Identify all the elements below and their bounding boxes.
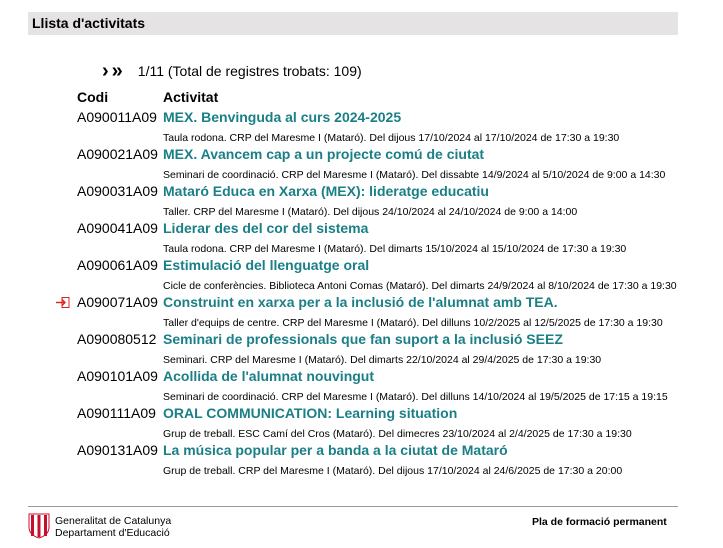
- activity-code: A090111A09: [77, 405, 156, 421]
- activity-description: Taller. CRP del Maresme I (Mataró). Del dijous 24/10/2024 al 24/10/2024 de 9:00 a 14:00: [163, 206, 578, 218]
- activity-description: Taller d'equips de centre. CRP del Maresme I (Mataró). Del dilluns 10/2/2025 al 12/5/2025 de 17:30 a 19:30: [163, 317, 663, 329]
- enter-arrow-icon: [56, 297, 70, 308]
- activity-description: Seminari de coordinació. CRP del Maresme I (Mataró). Del dissabte 14/9/2024 al 5/10/2024 de 9:00 a 14:30: [163, 169, 666, 181]
- column-header-activitat: Activitat: [163, 89, 219, 105]
- next-page-icon[interactable]: ›: [102, 60, 108, 82]
- activity-description: Taula rodona. CRP del Maresme I (Mataró). Del dijous 17/10/2024 al 17/10/2024 de 17:30 a 19:30: [163, 132, 620, 144]
- pager-info: 1/11 (Total de registres trobats: 109): [137, 63, 362, 79]
- activity-title-link[interactable]: Liderar des del cor del sistema: [163, 220, 369, 236]
- activity-code: A090080512: [77, 331, 157, 347]
- activity-title-link[interactable]: Seminari de professionals que fan suport a la inclusió SEEZ: [163, 331, 563, 347]
- activity-code: A090031A09: [77, 183, 158, 199]
- activity-code: A090101A09: [77, 368, 158, 384]
- last-page-icon[interactable]: »: [111, 60, 122, 82]
- activity-description: Taula rodona. CRP del Maresme I (Mataró). Del dimarts 15/10/2024 al 15/10/2024 de 17:30 a 19:30: [163, 243, 627, 255]
- table-row: [0, 219, 723, 256]
- table-row: [0, 145, 723, 182]
- page-title: Llista d'activitats: [28, 12, 678, 35]
- org-name: [55, 515, 171, 539]
- activity-title-link[interactable]: Acollida de l'alumnat nouvingut: [163, 368, 375, 384]
- activity-title-link[interactable]: MEX. Avancem cap a un projecte comú de ciutat: [163, 146, 485, 162]
- activity-description: Cicle de conferències. Biblioteca Antoni Comas (Mataró). Del dimarts 24/9/2024 al 8/10/2024 de 17:30 a 19:30: [163, 280, 677, 292]
- activity-description: Grup de treball. ESC Camí del Cros (Mataró). Del dimecres 23/10/2024 al 2/4/2025 de 17:30 a 19:30: [163, 428, 632, 440]
- table-row: [0, 256, 723, 293]
- activity-title-link[interactable]: ORAL COMMUNICATION: Learning situation: [163, 405, 458, 421]
- activity-title-link[interactable]: Construint en xarxa per a la inclusió de l'alumnat amb TEA.: [163, 294, 558, 310]
- table-row: [0, 108, 723, 145]
- activity-title-link[interactable]: MEX. Benvinguda al curs 2024-2025: [163, 109, 402, 125]
- footer-divider: [28, 506, 678, 507]
- table-row: [0, 330, 723, 367]
- column-header-codi: Codi: [77, 89, 109, 105]
- activity-code: A090131A09: [77, 442, 158, 458]
- activity-code: A090071A09: [77, 294, 158, 310]
- activity-code: A090021A09: [77, 146, 158, 162]
- org-line-2: Departament d'Educació: [55, 527, 170, 539]
- generalitat-logo-icon: [28, 513, 50, 539]
- pager: [102, 60, 362, 82]
- activity-description: Seminari. CRP del Maresme I (Mataró). Del dimarts 22/10/2024 al 29/4/2025 de 17:30 a 19:30: [163, 354, 602, 366]
- activity-title-link[interactable]: Estimulació del llenguatge oral: [163, 257, 370, 273]
- table-row: [0, 404, 723, 441]
- activity-description: Seminari de coordinació. CRP del Maresme I (Mataró). Del dilluns 14/10/2024 al 19/5/2025 de 17:15 a 19:15: [163, 391, 668, 403]
- activity-code: A090061A09: [77, 257, 158, 273]
- table-row: [0, 182, 723, 219]
- program-name: Pla de formació permanent: [532, 516, 667, 528]
- activity-code: A090011A09: [77, 109, 157, 125]
- activity-code: A090041A09: [77, 220, 158, 236]
- activity-title-link[interactable]: Mataró Educa en Xarxa (MEX): lideratge educatiu: [163, 183, 489, 199]
- activity-description: Grup de treball. CRP del Maresme I (Mataró). Del dijous 17/10/2024 al 24/6/2025 de 17:30 a 20:00: [163, 465, 623, 477]
- table-row: [0, 293, 723, 330]
- table-row: [0, 441, 723, 478]
- table-row: [0, 367, 723, 404]
- activity-title-link[interactable]: La música popular per a banda a la ciutat de Mataró: [163, 442, 508, 458]
- activity-list: [0, 108, 723, 478]
- org-line-1: Generalitat de Catalunya: [55, 515, 172, 527]
